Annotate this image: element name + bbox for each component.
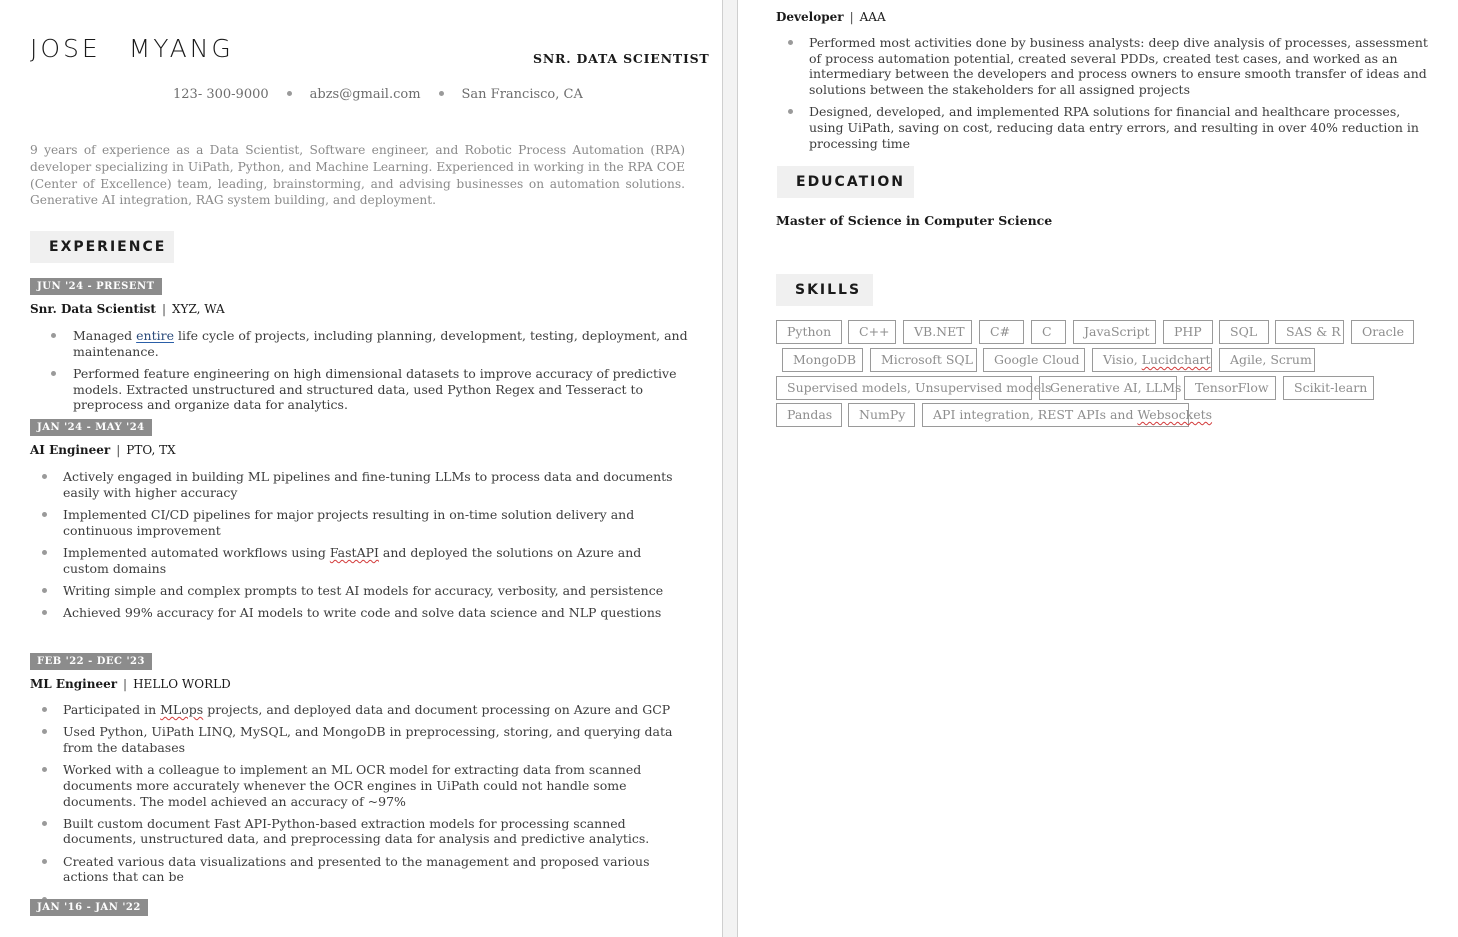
job-title-line [776,10,886,24]
phone: 123- 300-9000 [173,87,269,102]
skill-tag: VB.NET [903,320,972,344]
contact-line [173,87,583,102]
list-item: Designed, developed, and implemented RPA solutions for financial and healthcare processes, using UiPath, saving on cost, reducing data entry errors, and resulting in over 40% reduction in processing time [809,104,1429,151]
email: abzs@gmail.com [309,87,421,102]
candidate-name [30,34,234,63]
job-dates: JUN '24 - PRESENT [30,278,162,295]
job-role: SNR. DATA SCIENTIST [533,51,710,66]
skill-tag: Google Cloud [983,348,1085,372]
job-bullets [809,35,1429,158]
skill-tag: Microsoft SQL [870,348,977,372]
skill-tag: API integration, REST APIs and Websockets [922,403,1189,427]
summary: 9 years of experience as a Data Scientist, Software engineer, and Robotic Process Automation (RPA) developer specializing in UiPath, Python, and Machine Learning. Experienced in working in the RPA COE (Center of Excellence) team, leading, brainstorming, and advising businesses on automation solutions. Generative AI integration, RAG system building, and deployment. [30,143,685,208]
job-company: PTO, TX [126,443,176,457]
list-item: Participated in MLops projects, and deployed data and document processing on Azure and GCP [63,702,688,718]
resume-page-left [0,0,722,937]
list-item: Worked with a colleague to implement an ML OCR model for extracting data from scanned documents more accurately whenever the OCR engines in UiPath could not handle some documents. The model achieved an accuracy of ~97% [63,762,688,809]
skill-tag: SQL [1219,320,1269,344]
skill-tag: Generative AI, LLMs [1039,376,1177,400]
job-bullets [63,702,688,914]
skill-tag: JavaScript [1073,320,1156,344]
job-title-line [30,302,225,316]
education-degree: Master of Science in Computer Science [776,213,1053,228]
skill-tag: PHP [1163,320,1213,344]
list-item: Performed most activities done by business analysts: deep dive analysis of processes, assessment of process automation potential, created several PDDs, created test cases, and worked as an intermediary between the developers and process owners to ensure smooth transfer of ideas and solutions between the stakeholders for all assigned projects [809,35,1428,98]
skill-tag: C# [979,320,1024,344]
list-item: Writing simple and complex prompts to test AI models for accuracy, verbosity, and persistence [63,583,683,599]
skill-tag: Scikit-learn [1283,376,1374,400]
skill-tag: Visio, Lucidchart [1092,348,1212,372]
job-title: Developer [776,10,844,24]
list-item: Created various data visualizations and presented to the management and proposed various actions that can be [63,854,688,885]
separator: | [161,302,166,316]
skill-tag: Pandas [776,403,842,427]
job-company: XYZ, WA [171,302,225,316]
job-dates: JAN '24 - MAY '24 [30,419,152,436]
list-item: Managed entire life cycle of projects, including planning, development, testing, deployment, and maintenance. [73,328,688,359]
skill-tag: C++ [848,320,896,344]
skill-tag: TensorFlow [1184,376,1276,400]
job-title-line [30,443,176,457]
list-item: Built custom document Fast API-Python-based extraction models for processing scanned documents, unstructured data, and preprocessing data for analysis and predictive analytics. [63,816,688,847]
separator: | [123,677,128,691]
separator: | [116,443,121,457]
skill-tag: C [1031,320,1066,344]
page-gutter [722,0,738,937]
skill-tag: Python [776,320,842,344]
experience-heading: EXPERIENCE [30,231,174,263]
job-bullets [73,328,688,420]
education-heading: EDUCATION [777,166,914,198]
job-title: ML Engineer [30,677,118,691]
job-company: AAA [859,10,886,24]
first-name: JOSE [30,34,101,63]
job-dates: FEB '22 - DEC '23 [30,653,152,670]
location: San Francisco, CA [461,87,583,102]
separator-dot [439,91,444,96]
list-item: Implemented automated workflows using FastAPI and deployed the solutions on Azure and custom domains [63,545,683,576]
list-item: Performed feature engineering on high dimensional datasets to improve accuracy of predictive models. Extracted unstructured and structured data, used Python Regex and Tesseract to preprocess and organize data for analytics. [73,366,688,413]
list-item: Implemented CI/CD pipelines for major projects resulting in on-time solution delivery and continuous improvement [63,507,683,538]
job-company: HELLO WORLD [133,677,231,691]
last-name: MYANG [128,34,234,63]
list-item: Actively engaged in building ML pipelines and fine-tuning LLMs to process data and documents easily with higher accuracy [63,469,683,500]
list-item: Achieved 99% accuracy for AI models to write code and solve data science and NLP questions [63,605,683,621]
skill-tag: Agile, Scrum [1219,348,1315,372]
list-item [63,892,688,908]
job-title-line [30,677,231,691]
job-dates: JAN '16 - JAN '22 [30,899,148,916]
list-item: Used Python, UiPath LINQ, MySQL, and MongoDB in preprocessing, storing, and querying data from the databases [63,724,688,755]
skill-tag: Supervised models, Unsupervised models [776,376,1032,400]
job-title: AI Engineer [30,443,111,457]
skill-tag: NumPy [848,403,915,427]
skill-tag: Oracle [1351,320,1414,344]
separator-dot [287,91,292,96]
skill-tag: SAS & R [1275,320,1344,344]
separator: | [849,10,854,24]
skill-tag: MongoDB [782,348,863,372]
skills-heading: SKILLS [776,274,873,306]
resume-page-right [738,0,1458,937]
job-title: Snr. Data Scientist [30,302,156,316]
job-bullets [63,469,683,627]
